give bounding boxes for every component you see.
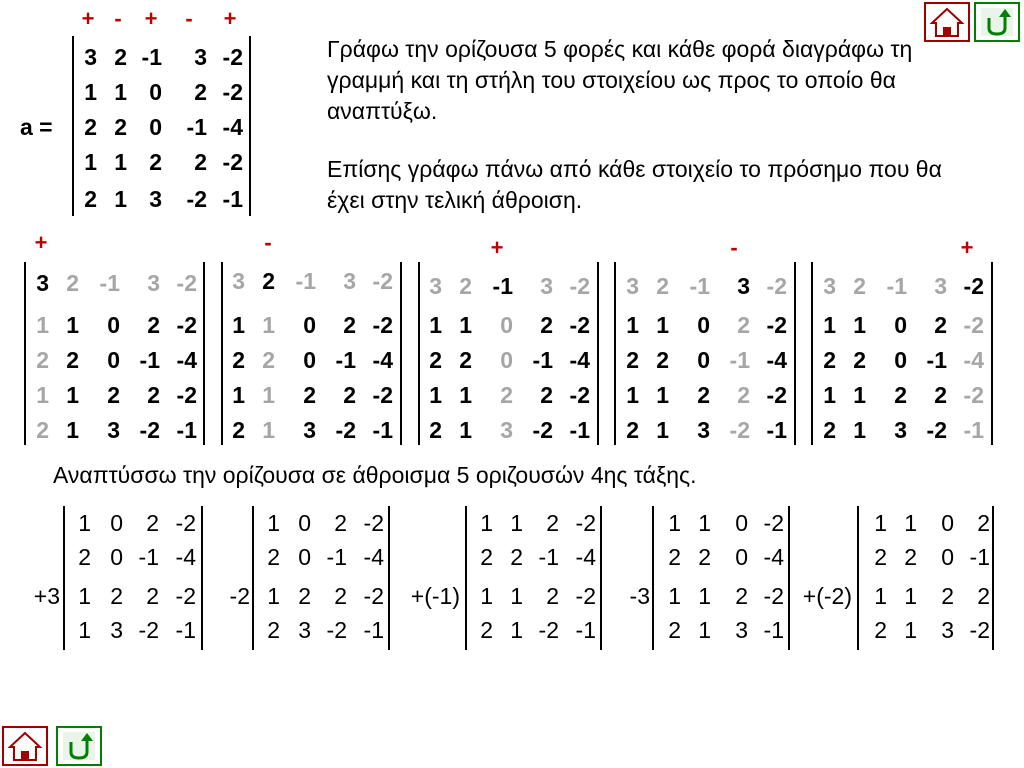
matrix-cell: 1 xyxy=(232,312,245,338)
matrix-cell: 1 xyxy=(84,149,97,175)
matrix-cell: -2 xyxy=(176,270,197,296)
matrix-cell: -1 xyxy=(326,544,347,570)
matrix-cell: -2 xyxy=(372,268,393,294)
matrix-cell: 1 xyxy=(510,617,523,643)
matrix-cell: 1 xyxy=(904,617,917,643)
matrix-cell: 1 xyxy=(668,583,681,609)
matrix-cell: -2 xyxy=(363,510,384,536)
matrix-cell: 2 xyxy=(66,347,79,373)
matrix-cell: 2 xyxy=(146,510,159,536)
matrix-cell: 2 xyxy=(110,583,123,609)
house-icon xyxy=(4,728,46,764)
return-button-bottom[interactable] xyxy=(56,726,102,766)
matrix-cell: 1 xyxy=(853,382,866,408)
matrix-cell: -4 xyxy=(372,347,393,373)
matrix-cell: 2 xyxy=(232,347,245,373)
sign-marker: + xyxy=(490,235,504,260)
matrix-cell: 2 xyxy=(823,417,836,443)
matrix-cell: 1 xyxy=(904,583,917,609)
matrix-cell: -1 xyxy=(532,347,553,373)
matrix-cell: 1 xyxy=(459,382,472,408)
term-coefficient: -3 xyxy=(629,583,650,609)
matrix-cell: -1 xyxy=(176,417,197,443)
matrix-cell: -2 xyxy=(372,382,393,408)
matrix-cell: 2 xyxy=(298,583,311,609)
matrix-cell: -1 xyxy=(222,186,243,212)
matrix-cell: -2 xyxy=(222,149,243,175)
matrix-cell: 3 xyxy=(110,617,123,643)
matrix-cell: -4 xyxy=(176,347,197,373)
matrix-cell: 2 xyxy=(668,544,681,570)
matrix-cell: 2 xyxy=(262,268,275,294)
matrix-cell: 2 xyxy=(78,544,91,570)
matrix-cell: 2 xyxy=(934,382,947,408)
matrix-cell: -1 xyxy=(372,417,393,443)
matrix-cell: 2 xyxy=(194,149,207,175)
matrix-cell: 0 xyxy=(298,544,311,570)
matrix-cell: 2 xyxy=(480,544,493,570)
matrix-cell: -4 xyxy=(363,544,384,570)
determinant-bar-right xyxy=(991,262,993,445)
matrix-cell: 2 xyxy=(114,44,127,70)
matrix-cell: 1 xyxy=(267,583,280,609)
matrix-cell: 0 xyxy=(500,347,513,373)
u-turn-arrow-icon xyxy=(58,728,100,764)
sign-marker: + xyxy=(144,6,158,31)
matrix-cell: 2 xyxy=(107,382,120,408)
home-button-bottom[interactable] xyxy=(2,726,48,766)
explanation-paragraph-2: Επίσης γράφω πάνω από κάθε στοιχείο το πρόσημο που θα έχει στην τελική άθροιση. xyxy=(327,156,942,213)
matrix-cell: 1 xyxy=(36,382,49,408)
matrix-cell: -1 xyxy=(186,114,207,140)
matrix-cell: 1 xyxy=(459,312,472,338)
matrix-cell: 1 xyxy=(78,583,91,609)
matrix-cell: -1 xyxy=(886,273,907,299)
matrix-cell: 2 xyxy=(668,617,681,643)
matrix-cell: -2 xyxy=(186,186,207,212)
matrix-cell: 1 xyxy=(66,382,79,408)
matrix-cell: -2 xyxy=(569,273,590,299)
matrix-cell: 0 xyxy=(110,544,123,570)
matrix-cell: 2 xyxy=(114,114,127,140)
matrix-cell: 2 xyxy=(977,510,990,536)
matrix-cell: -4 xyxy=(963,347,984,373)
determinant-bar-right xyxy=(249,36,251,216)
matrix-cell: 2 xyxy=(540,382,553,408)
sign-marker: + xyxy=(81,6,95,31)
matrix-cell: 2 xyxy=(874,544,887,570)
matrix-cell: -1 xyxy=(969,544,990,570)
matrix-cell: -2 xyxy=(729,417,750,443)
matrix-cell: -1 xyxy=(729,347,750,373)
matrix-cell: 0 xyxy=(303,347,316,373)
matrix-cell: 2 xyxy=(853,347,866,373)
matrix-cell: 2 xyxy=(459,273,472,299)
matrix-cell: 3 xyxy=(941,617,954,643)
matrix-cell: 1 xyxy=(429,312,442,338)
matrix-cell: 1 xyxy=(78,617,91,643)
matrix-cell: 2 xyxy=(334,583,347,609)
matrix-cell: 2 xyxy=(894,382,907,408)
sign-marker: - xyxy=(264,230,272,255)
determinant-bar-right xyxy=(600,506,602,650)
matrix-cell: 3 xyxy=(147,270,160,296)
matrix-cell: 2 xyxy=(737,312,750,338)
matrix-cell: 0 xyxy=(941,544,954,570)
matrix-cell: -1 xyxy=(295,268,316,294)
matrix-cell: 3 xyxy=(343,268,356,294)
matrix-cell: -2 xyxy=(532,417,553,443)
matrix-cell: 2 xyxy=(429,347,442,373)
matrix-cell: 1 xyxy=(429,382,442,408)
matrix-cell: 2 xyxy=(334,510,347,536)
matrix-cell: -1 xyxy=(139,347,160,373)
matrix-cell: 1 xyxy=(480,583,493,609)
matrix-cell: -2 xyxy=(763,583,784,609)
matrix-cell: -2 xyxy=(766,273,787,299)
matrix-cell: -1 xyxy=(575,617,596,643)
sign-marker: + xyxy=(34,230,48,255)
matrix-cell: -1 xyxy=(138,544,159,570)
matrix-cell: 1 xyxy=(480,510,493,536)
matrix-cell: 3 xyxy=(303,417,316,443)
matrix-cell: 2 xyxy=(36,347,49,373)
matrix-cell: -2 xyxy=(575,510,596,536)
matrix-cell: 1 xyxy=(114,186,127,212)
matrix-cell: -1 xyxy=(538,544,559,570)
matrix-cell: -2 xyxy=(766,312,787,338)
matrix-cell: -1 xyxy=(766,417,787,443)
expansion-sentence: Αναπτύσσω την ορίζουσα σε άθροισμα 5 οριζουσών 4ης τάξης. xyxy=(53,462,697,488)
sign-marker: + xyxy=(960,235,974,260)
matrix-cell: 2 xyxy=(546,583,559,609)
matrix-cell: 1 xyxy=(626,382,639,408)
matrix-cell: -2 xyxy=(963,382,984,408)
matrix-cell: 1 xyxy=(84,79,97,105)
matrix-cell: -2 xyxy=(326,617,347,643)
matrix-cell: 2 xyxy=(853,273,866,299)
matrix-cell: -1 xyxy=(363,617,384,643)
matrix-cell: -4 xyxy=(569,347,590,373)
matrix-cell: 2 xyxy=(343,382,356,408)
matrix-cell: -2 xyxy=(175,583,196,609)
matrix-cell: -2 xyxy=(569,312,590,338)
matrix-cell: -2 xyxy=(175,510,196,536)
matrix-cell: 1 xyxy=(853,312,866,338)
matrix-cell: 3 xyxy=(823,273,836,299)
matrix-cell: -2 xyxy=(222,44,243,70)
matrix-cell: 1 xyxy=(656,382,669,408)
matrix-cell: 1 xyxy=(823,382,836,408)
matrix-cell: 1 xyxy=(904,510,917,536)
matrix-cell: 2 xyxy=(343,312,356,338)
matrix-cell: -2 xyxy=(575,583,596,609)
matrix-cell: 1 xyxy=(232,382,245,408)
explanation-paragraph-1: Γράφω την ορίζουσα 5 φορές και κάθε φορά διαγράφω τη γραμμή και τη στήλη του στοιχείου ως προς το οποίο θα αναπτύξω. xyxy=(327,36,913,124)
matrix-cell: -2 xyxy=(363,583,384,609)
matrix-cell: -4 xyxy=(175,544,196,570)
matrix-cell: 2 xyxy=(146,583,159,609)
matrix-cell: 2 xyxy=(697,382,710,408)
matrix-cell: 1 xyxy=(698,510,711,536)
matrix-cell: 0 xyxy=(735,544,748,570)
determinant-bar-right xyxy=(201,506,203,650)
matrix-cell: 0 xyxy=(941,510,954,536)
matrix-cell: 1 xyxy=(874,583,887,609)
matrix-cell: -2 xyxy=(538,617,559,643)
matrix-cell: -4 xyxy=(766,347,787,373)
matrix-cell: 1 xyxy=(698,617,711,643)
matrix-cell: -2 xyxy=(763,510,784,536)
sign-marker: - xyxy=(185,6,193,31)
determinant-label: a = xyxy=(20,114,53,140)
matrix-cell: 2 xyxy=(977,583,990,609)
matrix-cell: -2 xyxy=(969,617,990,643)
matrix-cell: 0 xyxy=(303,312,316,338)
matrix-cell: 2 xyxy=(904,544,917,570)
matrix-cell: -1 xyxy=(689,273,710,299)
matrix-cell: 1 xyxy=(823,312,836,338)
u-turn-arrow-icon xyxy=(976,4,1018,40)
matrix-cell: 2 xyxy=(232,417,245,443)
term-coefficient: +(-1) xyxy=(410,583,460,609)
matrix-cell: -2 xyxy=(139,417,160,443)
matrix-cell: 0 xyxy=(500,312,513,338)
sign-marker: + xyxy=(223,6,237,31)
matrix-cell: 0 xyxy=(107,312,120,338)
matrix-cell: -2 xyxy=(176,382,197,408)
term-coefficient: +(-2) xyxy=(802,583,852,609)
matrix-cell: 3 xyxy=(84,44,97,70)
matrix-cell: 3 xyxy=(107,417,120,443)
matrix-cell: 2 xyxy=(147,312,160,338)
matrix-cell: -2 xyxy=(963,312,984,338)
matrix-cell: 2 xyxy=(510,544,523,570)
matrix-cell: 1 xyxy=(668,510,681,536)
matrix-cell: 0 xyxy=(149,79,162,105)
matrix-cell: 2 xyxy=(626,347,639,373)
term-coefficient: +3 xyxy=(33,583,60,609)
matrix-cell: 2 xyxy=(267,617,280,643)
matrix-cell: 2 xyxy=(262,347,275,373)
matrix-cell: 3 xyxy=(194,44,207,70)
matrix-cell: 2 xyxy=(737,382,750,408)
matrix-cell: 0 xyxy=(107,347,120,373)
return-button[interactable] xyxy=(974,2,1020,42)
matrix-cell: 1 xyxy=(114,79,127,105)
matrix-cell: 0 xyxy=(149,114,162,140)
matrix-cell: 3 xyxy=(735,617,748,643)
matrix-cell: 2 xyxy=(698,544,711,570)
matrix-cell: 1 xyxy=(510,510,523,536)
matrix-cell: -1 xyxy=(926,347,947,373)
matrix-cell: 2 xyxy=(84,186,97,212)
matrix-cell: -2 xyxy=(335,417,356,443)
matrix-cell: -2 xyxy=(176,312,197,338)
matrix-cell: 2 xyxy=(303,382,316,408)
matrix-cell: 2 xyxy=(500,382,513,408)
matrix-cell: 2 xyxy=(540,312,553,338)
matrix-cell: 0 xyxy=(735,510,748,536)
matrix-cell: 2 xyxy=(84,114,97,140)
matrix-cell: 3 xyxy=(540,273,553,299)
matrix-cell: -1 xyxy=(492,273,513,299)
matrix-cell: 0 xyxy=(697,347,710,373)
matrix-cell: 1 xyxy=(656,312,669,338)
matrix-cell: -2 xyxy=(926,417,947,443)
matrix-cell: 2 xyxy=(429,417,442,443)
matrix-cell: -4 xyxy=(575,544,596,570)
matrix-cell: 1 xyxy=(510,583,523,609)
matrix-cell: 2 xyxy=(656,347,669,373)
matrix-cell: 3 xyxy=(36,270,49,296)
matrix-cell: 1 xyxy=(626,312,639,338)
matrix-cell: 2 xyxy=(941,583,954,609)
matrix-cell: 3 xyxy=(298,617,311,643)
matrix-cell: 1 xyxy=(262,382,275,408)
matrix-cell: 2 xyxy=(459,347,472,373)
matrix-cell: -1 xyxy=(963,417,984,443)
matrix-cell: 3 xyxy=(894,417,907,443)
matrix-cell: 3 xyxy=(626,273,639,299)
matrix-cell: -2 xyxy=(569,382,590,408)
matrix-cell: 1 xyxy=(66,417,79,443)
matrix-cell: -1 xyxy=(141,44,162,70)
matrix-cell: 3 xyxy=(934,273,947,299)
matrix-cell: 1 xyxy=(262,417,275,443)
matrix-cell: 2 xyxy=(194,79,207,105)
matrix-cell: 2 xyxy=(934,312,947,338)
matrix-cell: -2 xyxy=(963,273,984,299)
sign-marker: - xyxy=(730,235,738,260)
sign-marker: - xyxy=(114,6,122,31)
determinant-bar-right xyxy=(992,506,994,650)
matrix-cell: -1 xyxy=(569,417,590,443)
matrix-cell: 1 xyxy=(66,312,79,338)
matrix-cell: 1 xyxy=(114,149,127,175)
matrix-cell: 3 xyxy=(697,417,710,443)
matrix-cell: 2 xyxy=(36,417,49,443)
matrix-cell: -1 xyxy=(175,617,196,643)
determinant-bar-right xyxy=(788,506,790,650)
matrix-cell: 1 xyxy=(459,417,472,443)
matrix-cell: 2 xyxy=(626,417,639,443)
matrix-cell: 2 xyxy=(267,544,280,570)
matrix-cell: 2 xyxy=(735,583,748,609)
matrix-cell: -2 xyxy=(372,312,393,338)
matrix-cell: -2 xyxy=(222,79,243,105)
matrix-cell: 3 xyxy=(737,273,750,299)
matrix-cell: 1 xyxy=(262,312,275,338)
matrix-cell: -2 xyxy=(766,382,787,408)
matrix-cell: 0 xyxy=(894,347,907,373)
matrix-cell: 1 xyxy=(36,312,49,338)
matrix-cell: 0 xyxy=(697,312,710,338)
matrix-cell: -1 xyxy=(763,617,784,643)
determinant-bar-right xyxy=(388,506,390,650)
matrix-cell: 0 xyxy=(298,510,311,536)
matrix-cell: 2 xyxy=(823,347,836,373)
matrix-cell: 2 xyxy=(66,270,79,296)
matrix-cell: -1 xyxy=(99,270,120,296)
matrix-cell: 1 xyxy=(656,417,669,443)
matrix-cell: -4 xyxy=(222,114,243,140)
matrix-cell: 0 xyxy=(894,312,907,338)
matrix-cell: -2 xyxy=(138,617,159,643)
matrix-cell: 3 xyxy=(232,268,245,294)
matrix-cell: 0 xyxy=(110,510,123,536)
matrix-cell: -1 xyxy=(335,347,356,373)
matrix-cell: 2 xyxy=(874,617,887,643)
matrix-cell: 2 xyxy=(149,149,162,175)
matrix-cell: 1 xyxy=(698,583,711,609)
matrix-cell: 1 xyxy=(853,417,866,443)
matrix-cell: -4 xyxy=(763,544,784,570)
matrix-cell: 1 xyxy=(874,510,887,536)
matrix-cell: 3 xyxy=(149,186,162,212)
matrix-cell: 2 xyxy=(656,273,669,299)
matrix-cell: 2 xyxy=(147,382,160,408)
matrix-cell: 3 xyxy=(429,273,442,299)
matrix-cell: 2 xyxy=(546,510,559,536)
matrix-cell: 1 xyxy=(267,510,280,536)
matrix-cell: 1 xyxy=(78,510,91,536)
matrix-cell: 3 xyxy=(500,417,513,443)
matrix-cell: 2 xyxy=(480,617,493,643)
term-coefficient: -2 xyxy=(229,583,250,609)
